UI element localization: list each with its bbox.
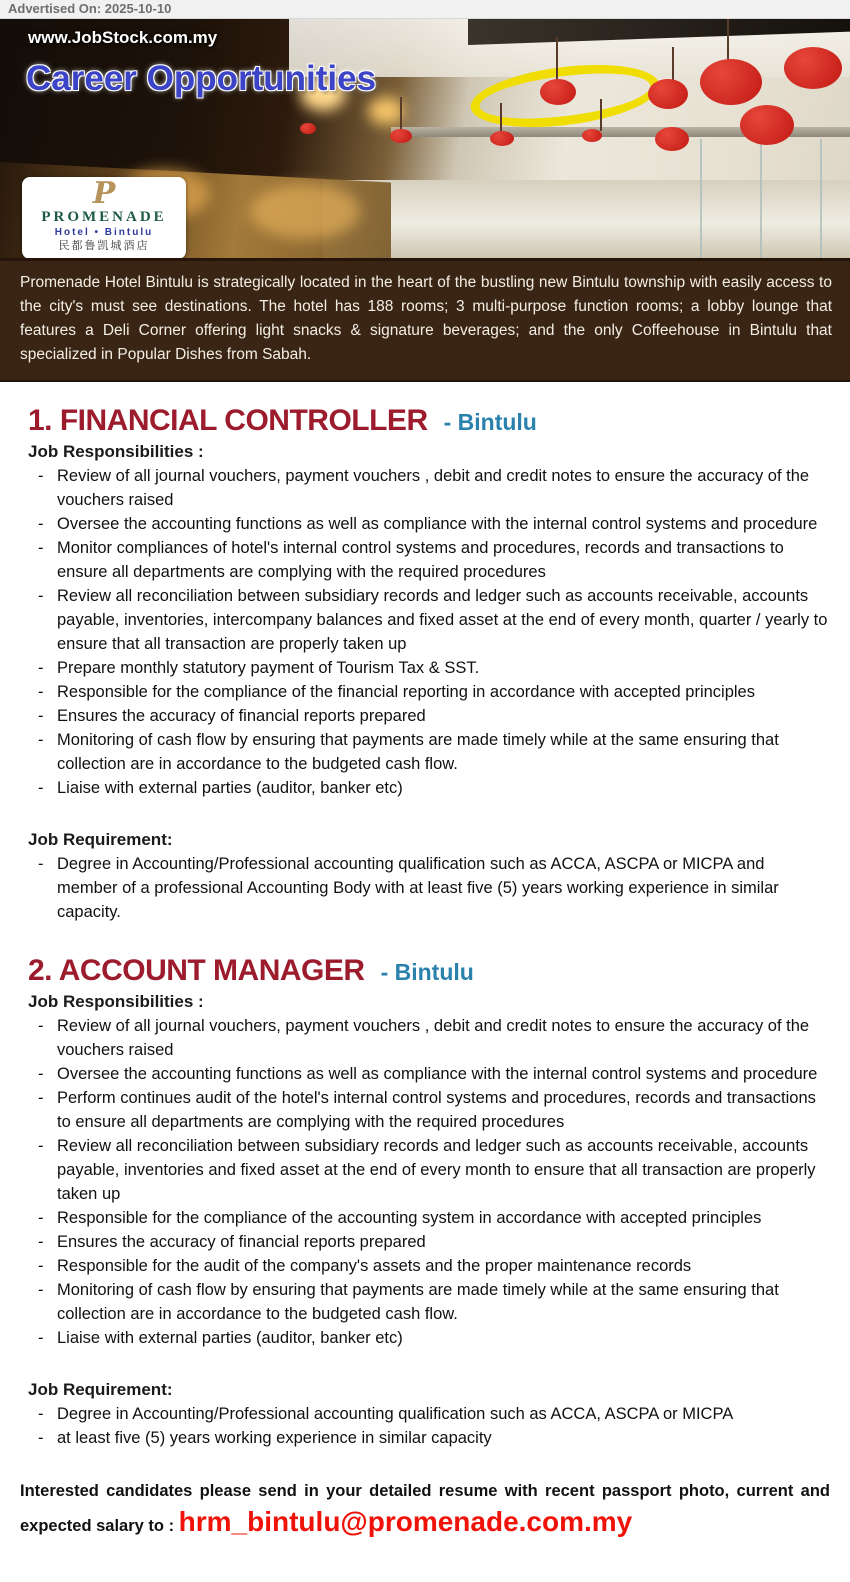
list-item [38,464,828,512]
responsibilities-label: Job Responsibilities : [28,992,204,1011]
list-item-text: - at least five (5) years working experience in similar capacity [57,1429,492,1447]
lantern-string-decoration [400,97,402,131]
red-lantern-decoration [784,47,842,89]
list-item [38,1278,828,1326]
contact-email-link[interactable]: hrm_bintulu@promenade.com.my [178,1506,633,1537]
job-title: 2. ACCOUNT MANAGER [28,954,365,987]
list-item [38,1014,828,1062]
lamp-glow-decoration [250,184,360,239]
hotel-description: Promenade Hotel Bintulu is strategically located in the heart of the bustling new Bintulu township with easily access to the city's must see destinations. The hotel has 188 rooms; 3 multi-purpose function rooms; a lobby lounge that features a Deli Corner offering light snacks & signature beverages; and the only Coffeehouse in Bintulu that specialized in Popular Dishes from Sabah. [0,261,850,382]
list-item [38,1254,828,1278]
red-lantern-decoration [655,127,689,151]
lamp-glow-decoration [368,97,404,125]
list-item-text: - Degree in Accounting/Professional accounting qualification such as ACCA, ASCPA or MICPA and member of a professional Accounting Body with at least five (5) years working experience in similar capacity. [57,855,779,921]
list-item [38,704,828,728]
job-title: 1. FINANCIAL CONTROLLER [28,404,428,437]
red-lantern-decoration [740,105,794,145]
responsibilities-label: Job Responsibilities : [28,442,204,461]
list-item-text: - Oversee the accounting functions as well as compliance with the internal control systems and procedure [57,1065,818,1083]
red-lantern-decoration [700,59,762,105]
apply-instructions [0,1450,850,1540]
glass-wall-decoration [760,139,762,258]
list-item-text: - Perform continues audit of the hotel's internal control systems and procedures, records and transactions to ensure all departments are complying with the required procedures [57,1089,816,1131]
list-item-text: - Liaise with external parties (auditor, banker etc) [57,779,403,797]
list-item-text: - Ensures the accuracy of financial reports prepared [57,1233,426,1251]
responsibilities-list [0,1014,850,1350]
list-item [38,1230,828,1254]
list-item-text: - Ensures the accuracy of financial reports prepared [57,707,426,725]
requirements-list [0,852,850,924]
list-item [38,776,828,800]
list-item [38,1326,828,1350]
list-item-text: - Responsible for the compliance of the accounting system in accordance with accepted principles [57,1209,762,1227]
list-item [38,852,828,924]
requirements-list [0,1402,850,1450]
list-item-text: - Review all reconciliation between subsidiary records and ledger such as accounts receivable, accounts payable, inventories, intercompany balances and fixed asset at the end of every month, quarter / yearly to ensure that all transaction are properly taken up [57,587,828,653]
requirement-label: Job Requirement: [28,1380,173,1399]
red-lantern-decoration [300,123,316,134]
list-item [38,656,828,680]
list-item-text: - Liaise with external parties (auditor, banker etc) [57,1329,403,1347]
list-item-text: - Monitoring of cash flow by ensuring that payments are made timely while at the same ensuring that collection are in accordance to the budgeted cash flow. [57,731,779,773]
logo-chinese-name: 民都鲁凯城酒店 [58,240,150,252]
lantern-string-decoration [500,103,502,133]
job-heading [0,404,850,438]
lantern-string-decoration [556,37,558,85]
site-url: www.JobStock.com.my [28,28,218,47]
list-item [38,728,828,776]
red-lantern-decoration [390,129,412,143]
list-item-text: - Review of all journal vouchers, payment vouchers , debit and credit notes to ensure the accuracy of the vouchers raised [57,1017,810,1059]
list-item-text: - Monitor compliances of hotel's internal control systems and procedures, records and transactions to ensure all departments are complying with the required procedures [57,539,784,581]
job-heading [0,954,850,988]
job-location: - Bintulu [380,959,474,985]
list-item [38,1062,828,1086]
lobby-floor-decoration [323,180,850,258]
list-item [38,1086,828,1134]
logo-monogram-icon: P [92,176,116,211]
red-lantern-decoration [648,79,688,109]
list-item [38,1426,828,1450]
requirement-label: Job Requirement: [28,830,173,849]
job-location: - Bintulu [443,409,537,435]
glass-wall-decoration [700,139,702,258]
list-item [38,1402,828,1426]
advertised-date: Advertised On: 2025-10-10 [8,1,172,16]
logo-hotel-name: PROMENADE [41,209,167,225]
list-item-text: - Responsible for the audit of the company's assets and the proper maintenance records [57,1257,692,1275]
list-item [38,1206,828,1230]
list-item [38,584,828,656]
responsibilities-list [0,464,850,800]
lantern-string-decoration [600,99,602,131]
list-item [38,1134,828,1206]
glass-wall-decoration [820,139,822,258]
job-section-financial-controller [0,404,850,924]
page-title: Career Opportunities [26,59,377,98]
apply-text: Interested candidates please send in your detailed resume with recent passport photo, current and expected salary to : [20,1482,830,1535]
job-section-account-manager [0,954,850,1450]
list-item [38,536,828,584]
red-lantern-decoration [582,129,602,142]
logo-hotel-subtitle: Hotel • Bintulu [54,227,154,238]
list-item [38,512,828,536]
list-item-text: - Prepare monthly statutory payment of Tourism Tax & SST. [57,659,480,677]
hotel-logo [22,177,186,259]
list-item-text: - Review of all journal vouchers, payment vouchers , debit and credit notes to ensure the accuracy of the vouchers raised [57,467,810,509]
list-item-text: - Oversee the accounting functions as well as compliance with the internal control systems and procedure [57,515,818,533]
red-lantern-decoration [490,131,514,146]
advertised-date-bar [0,0,850,19]
red-lantern-decoration [540,79,576,105]
hotel-lobby-photo [0,19,850,261]
list-item [38,680,828,704]
list-item-text: - Degree in Accounting/Professional accounting qualification such as ACCA, ASCPA or MICPA [57,1405,734,1423]
list-item-text: - Monitoring of cash flow by ensuring that payments are made timely while at the same ensuring that collection are in accordance to the budgeted cash flow. [57,1281,779,1323]
list-item-text: - Responsible for the compliance of the financial reporting in accordance with accepted principles [57,683,755,701]
list-item-text: - Review all reconciliation between subsidiary records and ledger such as accounts receivable, accounts payable, inventories and fixed asset at the end of every month to ensure that all transaction are properly taken up [57,1137,816,1203]
